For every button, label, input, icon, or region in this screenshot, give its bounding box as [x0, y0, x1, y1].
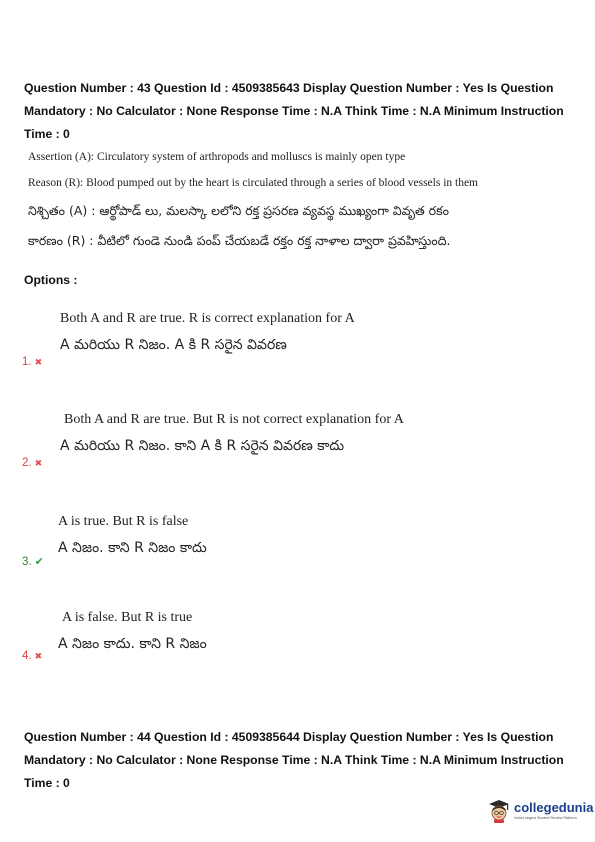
logo-name: collegedunia	[514, 800, 594, 815]
option-4-telugu: A నిజం కాదు. కాని R నిజం	[58, 636, 207, 652]
option-number-label: 1.	[22, 356, 32, 368]
option-1-number[interactable]	[22, 356, 42, 368]
logo-text-block	[514, 801, 593, 821]
option-number-label: 2.	[22, 457, 32, 469]
cross-icon: ✖	[34, 458, 43, 468]
option-4-number[interactable]	[22, 650, 42, 662]
question-43-header: Question Number : 43 Question Id : 4509385643 Display Question Number : Yes Is Question Mandatory : No Calculator : None Response Time : N.A Think Time : N.A Minimum Instruction Time : 0	[24, 81, 564, 141]
option-number-label: 4.	[22, 650, 32, 662]
option-number-label: 3.	[22, 556, 32, 568]
options-title: Options :	[24, 273, 78, 287]
option-2-number[interactable]	[22, 457, 42, 469]
option-1-english: Both A and R are true. R is correct explanation for A	[60, 311, 355, 326]
reason-english: Reason (R): Blood pumped out by the heart is circulated through a series of blood vessels in them	[28, 177, 479, 189]
graduate-mascot-icon	[488, 799, 510, 823]
cross-icon: ✖	[34, 357, 43, 367]
option-3-telugu: A నిజం. కాని R నిజం కాదు	[58, 540, 207, 556]
assertion-english: Assertion (A): Circulatory system of arthropods and molluscs is mainly open type	[28, 151, 406, 163]
check-icon: ✔	[34, 556, 44, 568]
option-3-english: A is true. But R is false	[58, 514, 189, 529]
option-2-telugu: A మరియు R నిజం. కాని A కి R సరైన వివరణ కాదు	[60, 438, 345, 454]
reason-telugu: కారణం (R) : వీటిలో గుండె నుండి పంప్ చేయబడే రక్తం రక్త నాళాల ద్వారా ప్రవహిస్తుంది.	[28, 233, 451, 248]
question-44-header: Question Number : 44 Question Id : 4509385644 Display Question Number : Yes Is Question Mandatory : No Calculator : None Response Time : N.A Think Time : N.A Minimum Instruction Time : 0	[24, 730, 564, 790]
option-2-english: Both A and R are true. But R is not correct explanation for A	[64, 412, 404, 427]
collegedunia-logo	[488, 799, 593, 823]
option-3-number[interactable]	[22, 555, 44, 568]
logo-tagline: India's largest Student Review Platform	[514, 816, 577, 820]
cross-icon: ✖	[34, 651, 43, 661]
option-1-telugu: A మరియు R నిజం. A కి R సరైన వివరణ	[60, 337, 287, 353]
assertion-telugu: నిశ్చితం (A) : ఆర్థోపాడ్ లు, మలస్కా లలోని రక్త ప్రసరణ వ్యవస్థ ముఖ్యంగా వివృత రకం	[28, 203, 449, 218]
option-4-english: A is false. But R is true	[62, 610, 193, 625]
